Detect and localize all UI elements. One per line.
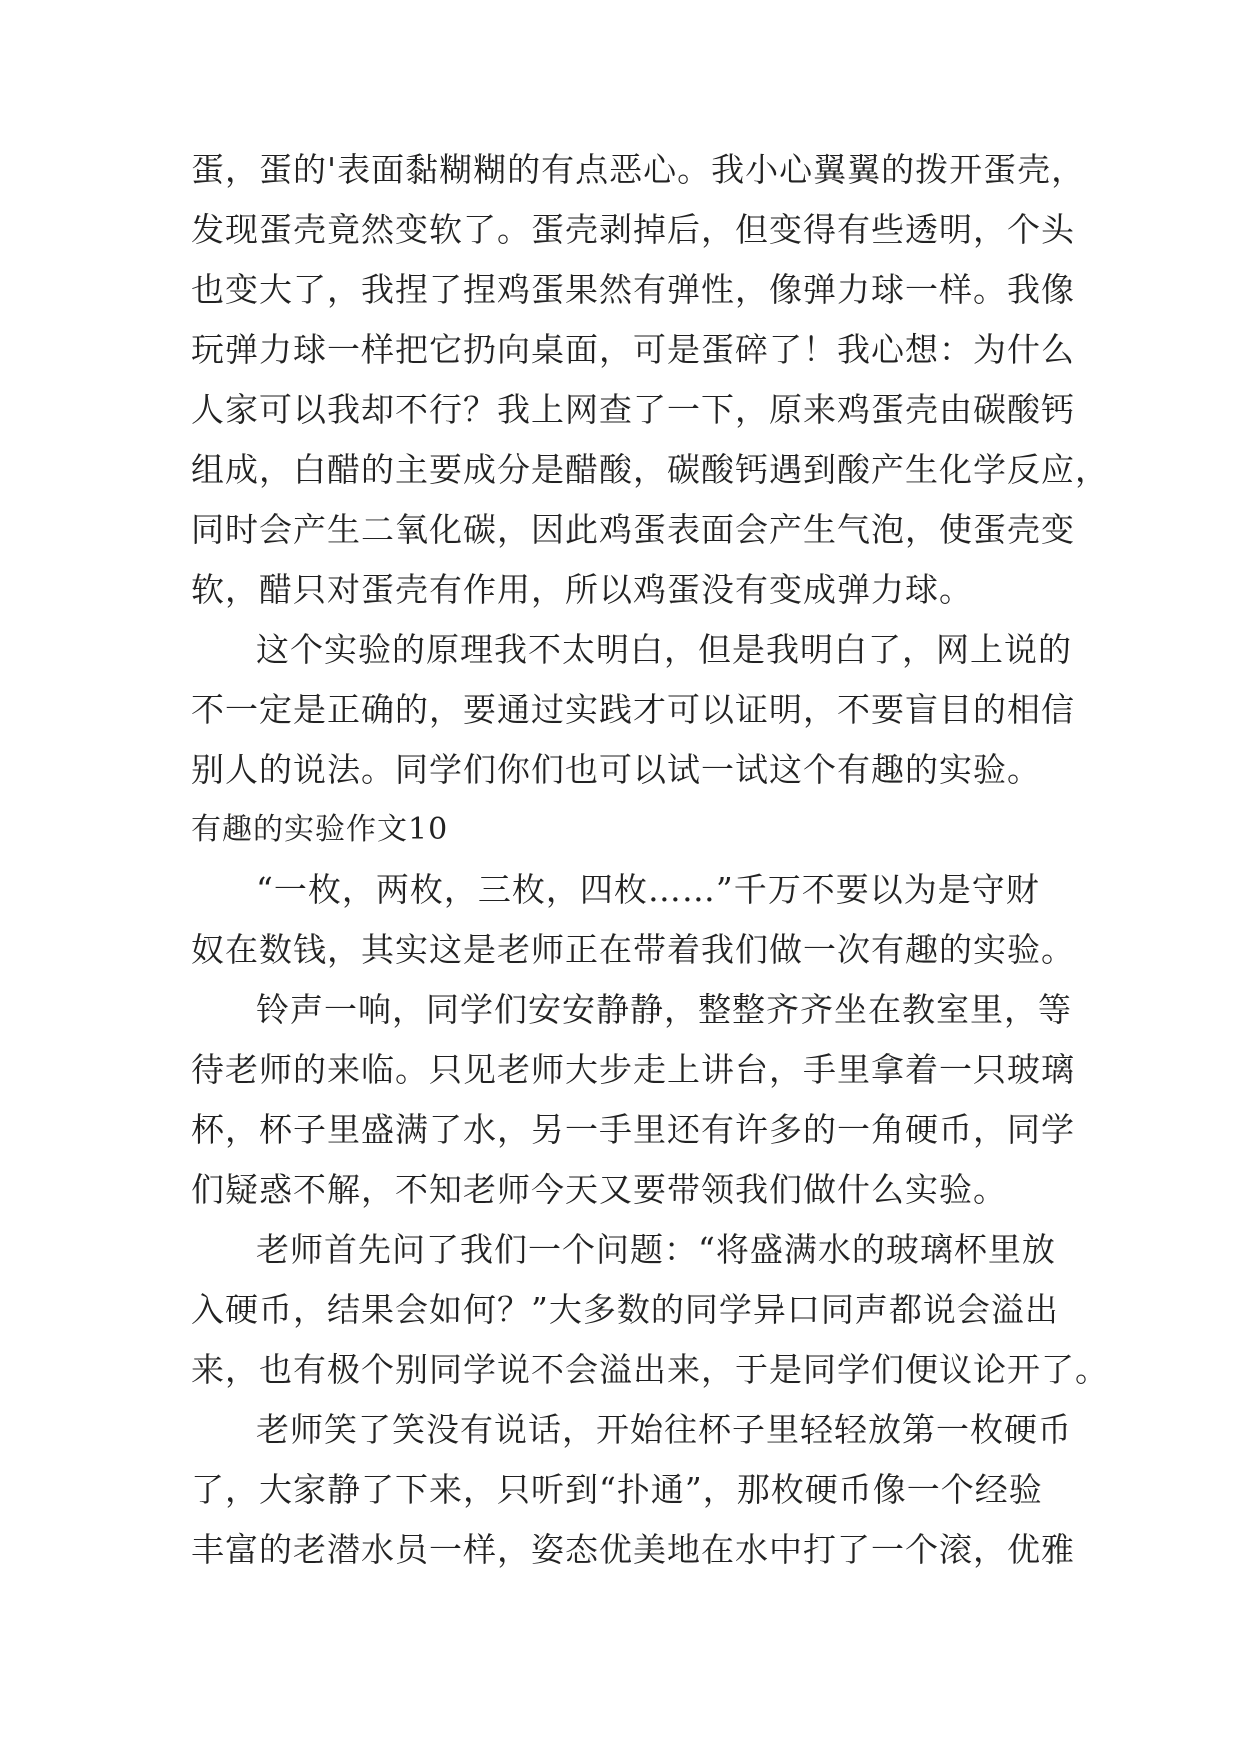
text-line: 入硬币，结果会如何？”大多数的同学异口同声都说会溢出 — [191, 1290, 1059, 1329]
text-line: 来，也有极个别同学说不会溢出来，于是同学们便议论开了。 — [191, 1350, 1109, 1389]
text-line: 待老师的来临。只见老师大步走上讲台，手里拿着一只玻璃 — [191, 1050, 1075, 1089]
text-line: 也变大了，我捏了捏鸡蛋果然有弹性，像弹力球一样。我像 — [191, 270, 1075, 309]
text-line: 同时会产生二氧化碳，因此鸡蛋表面会产生气泡，使蛋壳变 — [191, 510, 1075, 549]
text-line: 别人的说法。同学们你们也可以试一试这个有趣的实验。 — [191, 750, 1041, 789]
text-line: 丰富的老潜水员一样，姿态优美地在水中打了一个滚，优雅 — [191, 1530, 1075, 1569]
paragraph-first-line: 铃声一响，同学们安安静静，整整齐齐坐在教室里，等 — [256, 990, 1072, 1029]
paragraph-first-line: 老师笑了笑没有说话，开始往杯子里轻轻放第一枚硬币 — [256, 1410, 1072, 1449]
text-line: 了，大家静了下来，只听到“扑通”，那枚硬币像一个经验 — [191, 1470, 1043, 1509]
text-line: 杯，杯子里盛满了水，另一手里还有许多的一角硬币，同学 — [191, 1110, 1075, 1149]
text-line: 蛋，蛋的'表面黏糊糊的有点恶心。我小心翼翼的拨开蛋壳， — [191, 150, 1086, 189]
paragraph-first-line: “一枚，两枚，三枚，四枚……”千万不要以为是守财 — [256, 870, 1040, 909]
text-line: 人家可以我却不行？我上网查了一下，原来鸡蛋壳由碳酸钙 — [191, 390, 1075, 429]
text-line: 们疑惑不解，不知老师今天又要带领我们做什么实验。 — [191, 1170, 1007, 1209]
text-line: 玩弹力球一样把它扔向桌面，可是蛋碎了！我心想：为什么 — [191, 330, 1075, 369]
section-heading: 有趣的实验作文10 — [191, 812, 449, 847]
text-line: 奴在数钱，其实这是老师正在带着我们做一次有趣的实验。 — [191, 930, 1075, 969]
paragraph-first-line: 老师首先问了我们一个问题：“将盛满水的玻璃杯里放 — [256, 1230, 1056, 1269]
text-line: 软，醋只对蛋壳有作用，所以鸡蛋没有变成弹力球。 — [191, 570, 973, 609]
text-line: 不一定是正确的，要通过实践才可以证明，不要盲目的相信 — [191, 690, 1075, 729]
text-line: 发现蛋壳竟然变软了。蛋壳剥掉后，但变得有些透明，个头 — [191, 210, 1075, 249]
paragraph-first-line: 这个实验的原理我不太明白，但是我明白了，网上说的 — [256, 630, 1072, 669]
text-line: 组成，白醋的主要成分是醋酸，碳酸钙遇到酸产生化学反应， — [191, 450, 1109, 489]
